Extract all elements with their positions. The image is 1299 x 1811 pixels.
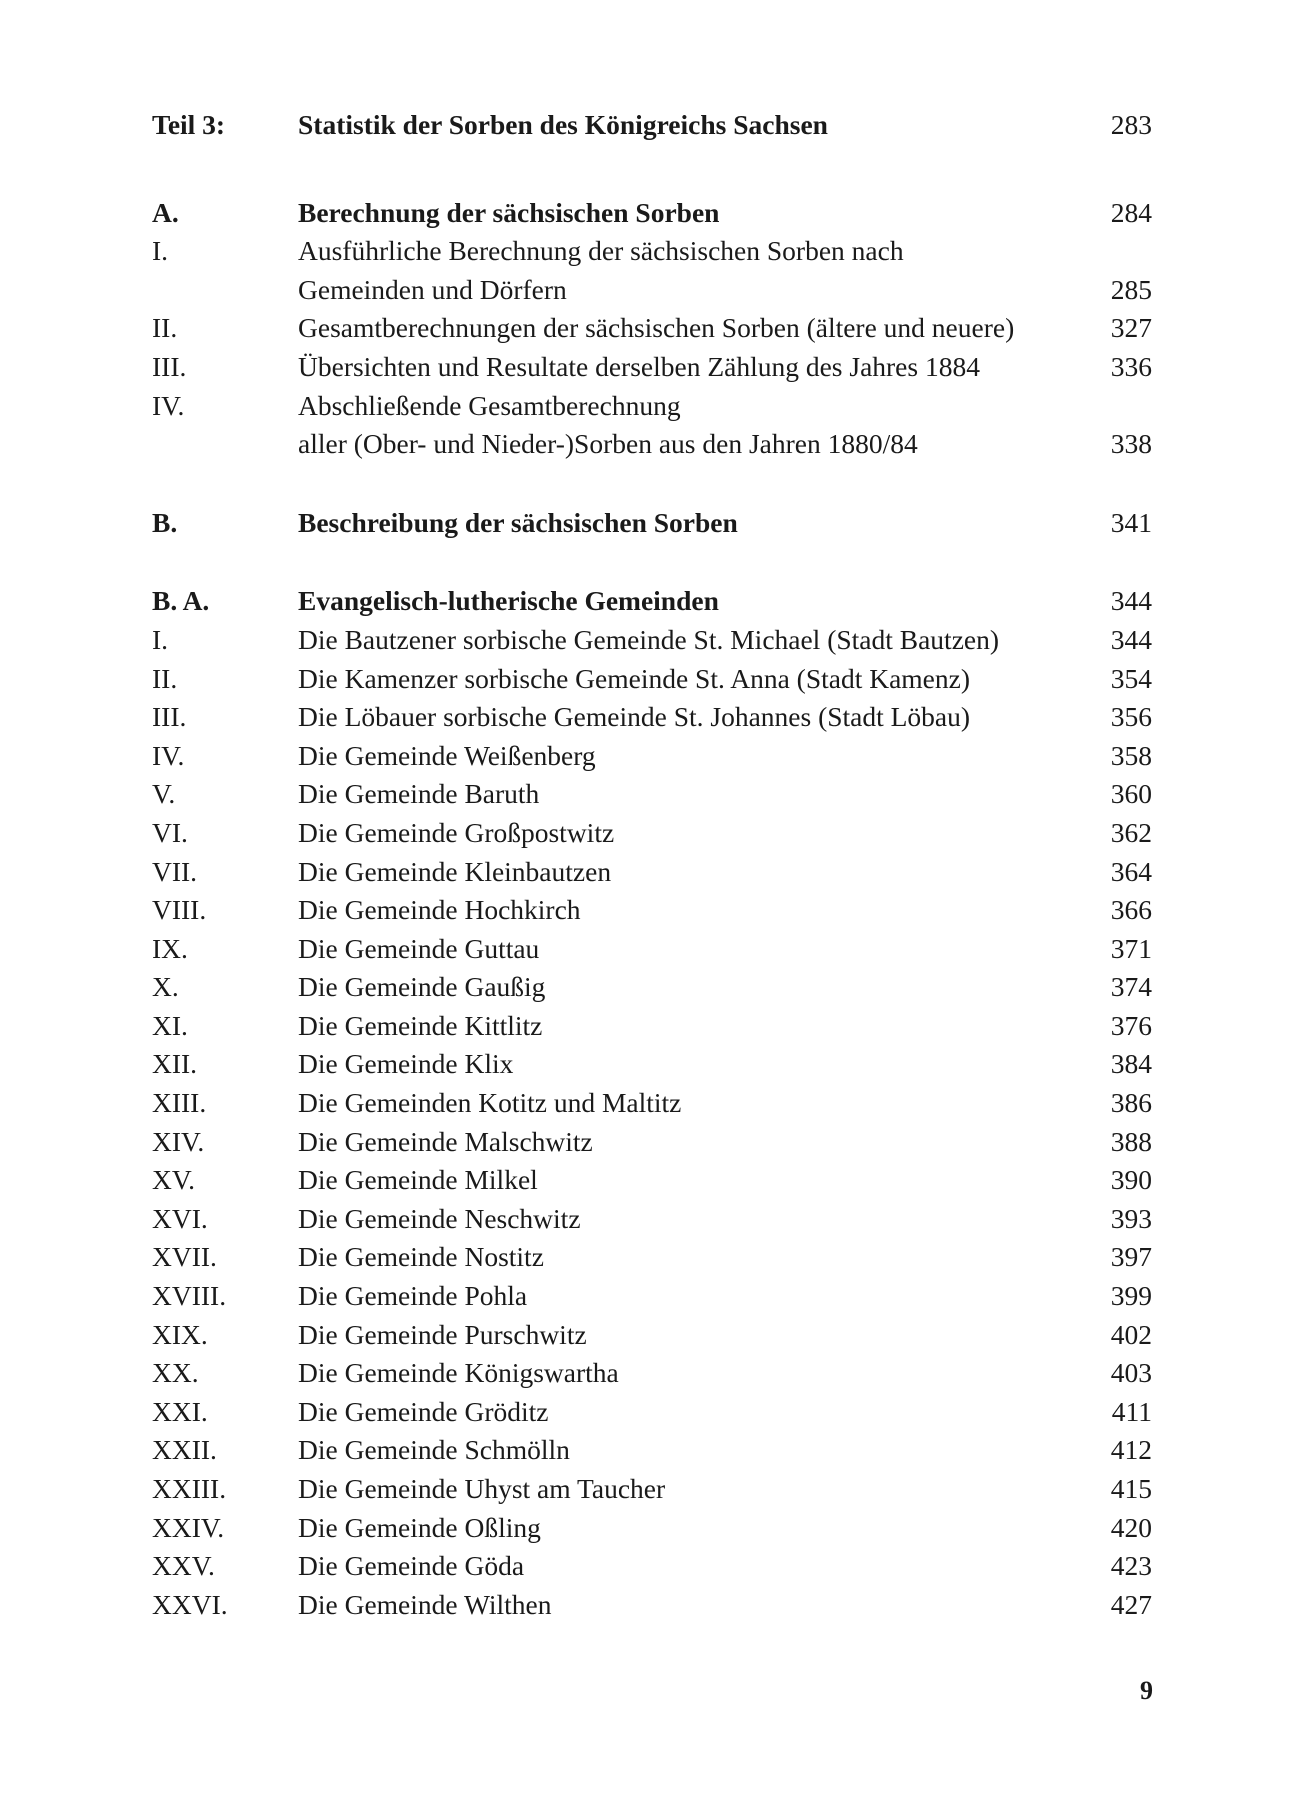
toc-entry-title: Die Gemeinde Gaußig: [298, 971, 546, 1003]
toc-entry-ba-9: [152, 930, 1152, 969]
toc-entry-number: III.: [152, 701, 187, 733]
toc-entry-section-ba: [152, 582, 1152, 621]
toc-entry-number: V.: [152, 778, 176, 810]
toc-entry-title: Die Gemeinde Neschwitz: [298, 1202, 581, 1234]
toc-entry-title: Die Gemeinde Milkel: [298, 1164, 538, 1196]
spacer: [152, 145, 1152, 194]
toc-entry-ba-7: [152, 853, 1152, 892]
toc-entry-number: XX.: [152, 1357, 199, 1389]
toc-entry-ba-12: [152, 1045, 1152, 1084]
toc-entry-title: Die Gemeinde Weißenberg: [298, 739, 596, 771]
toc-entry-ba-14: [152, 1123, 1152, 1162]
toc-entry-a-4: [152, 387, 1152, 426]
toc-entry-ba-17: [152, 1238, 1152, 1277]
page-folio: 9: [1140, 1676, 1153, 1705]
toc-entry-ba-6: [152, 814, 1152, 853]
toc-entry-ba-11: [152, 1007, 1152, 1046]
toc-entry-number: XI.: [152, 1009, 188, 1041]
toc-entry-ba-5: [152, 775, 1152, 814]
toc-entry-title: Die Kamenzer sorbische Gemeinde St. Anna (Stadt Kamenz): [298, 662, 971, 694]
toc-entry-number: I.: [152, 235, 169, 267]
toc-entry-ba-1: [152, 621, 1152, 660]
toc-entry-page: 423: [1110, 1550, 1152, 1582]
toc-entry-title: Die Gemeinde Kittlitz: [298, 1009, 543, 1041]
toc-entry-title: Abschließende Gesamtberechnung: [298, 389, 681, 421]
toc-entry-title-continued: aller (Ober- und Nieder-)Sorben aus den Jahren 1880/84: [298, 428, 918, 460]
toc-entry-a-4-continuation: [152, 425, 1152, 464]
toc-entry-a-2: [152, 309, 1152, 348]
toc-entry-page: 402: [1110, 1318, 1152, 1350]
toc-entry-number: XXIV.: [152, 1511, 225, 1543]
toc-entry-ba-23: [152, 1470, 1152, 1509]
toc-entry-number: XXII.: [152, 1434, 217, 1466]
toc-entry-title: Die Gemeinde Gröditz: [298, 1395, 549, 1427]
toc-entry-page: 356: [1110, 701, 1152, 733]
toc-entry-ba-2: [152, 660, 1152, 699]
toc-entry-title: Die Gemeinde Großpostwitz: [298, 816, 615, 848]
toc-entry-page: 354: [1110, 662, 1152, 694]
toc-entry-page: 364: [1110, 855, 1152, 887]
toc-entry-page: 388: [1110, 1125, 1152, 1157]
toc-entry-title: Die Gemeinde Guttau: [298, 932, 540, 964]
toc-entry-number: I.: [152, 623, 169, 655]
toc-entry-page: 399: [1110, 1280, 1152, 1312]
toc-entry-number: II.: [152, 662, 178, 694]
toc-entry-page: 341: [1110, 506, 1152, 538]
toc-entry-page: 338: [1110, 428, 1152, 460]
toc-entry-page: 411: [1111, 1395, 1152, 1427]
toc-entry-page: 344: [1110, 585, 1152, 617]
toc-entry-number: XXVI.: [152, 1588, 228, 1620]
toc-entry-title: Die Gemeinde Baruth: [298, 778, 540, 810]
toc-entry-ba-3: [152, 698, 1152, 737]
toc-entry-ba-25: [152, 1547, 1152, 1586]
toc-entry-number: IV.: [152, 389, 185, 421]
toc-entry-number: XXV.: [152, 1550, 215, 1582]
toc-entry-title: Die Gemeinde Klix: [298, 1048, 514, 1080]
toc-entry-page: 427: [1110, 1588, 1152, 1620]
toc-entry-title: Evangelisch-lutherische Gemeinden: [298, 585, 719, 617]
toc-entry-ba-10: [152, 968, 1152, 1007]
toc-entry-ba-8: [152, 891, 1152, 930]
toc-entry-page: 376: [1110, 1009, 1152, 1041]
toc-entry-page: 344: [1110, 623, 1152, 655]
toc-entry-ba-21: [152, 1393, 1152, 1432]
toc-entry-page: 420: [1110, 1511, 1152, 1543]
toc-entry-title: Ausführliche Berechnung der sächsischen Sorben nach: [298, 235, 904, 267]
toc-entry-number: XIV.: [152, 1125, 205, 1157]
toc-entry-number: XV.: [152, 1164, 196, 1196]
toc-entry-title: Die Gemeinde Uhyst am Taucher: [298, 1473, 666, 1504]
toc-entry-ba-13: [152, 1084, 1152, 1123]
toc-entry-number: VI.: [152, 816, 188, 848]
toc-entry-title: Die Löbauer sorbische Gemeinde St. Johannes (Stadt Löbau): [298, 701, 971, 733]
toc-entry-title: Die Gemeinde Malschwitz: [298, 1125, 593, 1157]
table-of-contents: [152, 106, 1152, 1624]
toc-entry-page: 283: [1110, 109, 1152, 140]
toc-entry-number: XVIII.: [152, 1280, 227, 1312]
toc-entry-page: 397: [1110, 1241, 1152, 1273]
toc-entry-number: XIII.: [152, 1087, 207, 1119]
toc-entry-page: 386: [1110, 1087, 1152, 1119]
spacer: [152, 464, 1152, 504]
toc-entry-number: B.: [152, 506, 178, 538]
toc-entry-section-a: [152, 194, 1152, 233]
toc-entry-number: IX.: [152, 932, 188, 964]
toc-entry-a-1: [152, 232, 1152, 271]
toc-entry-page: 384: [1110, 1048, 1152, 1080]
toc-entry-ba-4: [152, 737, 1152, 776]
toc-entry-section-b: [152, 504, 1152, 543]
toc-entry-title-continued: Gemeinden und Dörfern: [298, 273, 567, 305]
toc-subentry-list: [152, 621, 1152, 1624]
toc-entry-ba-18: [152, 1277, 1152, 1316]
toc-entry-page: 327: [1110, 312, 1152, 344]
toc-entry-page: 336: [1110, 350, 1152, 382]
toc-entry-title: Die Gemeinde Pohla: [298, 1280, 528, 1312]
toc-entry-ba-19: [152, 1316, 1152, 1355]
toc-entry-page: 285: [1110, 273, 1152, 305]
toc-entry-number: X.: [152, 971, 179, 1003]
toc-entry-page: 284: [1110, 196, 1152, 228]
toc-entry-title: Statistik der Sorben des Königreichs Sachsen: [298, 109, 828, 140]
toc-entry-ba-24: [152, 1509, 1152, 1548]
toc-entry-page: 358: [1110, 739, 1152, 771]
toc-entry-title: Die Gemeinde Hochkirch: [298, 894, 581, 926]
toc-entry-page: 393: [1110, 1202, 1152, 1234]
toc-entry-title: Beschreibung der sächsischen Sorben: [298, 506, 738, 538]
toc-entry-number: VIII.: [152, 894, 207, 926]
toc-entry-title: Die Bautzener sorbische Gemeinde St. Michael (Stadt Bautzen): [298, 623, 1000, 655]
toc-entry-a-1-continuation: [152, 271, 1152, 310]
toc-entry-title: Die Gemeinde Königswartha: [298, 1357, 619, 1389]
toc-entry-part-3: [152, 106, 1152, 145]
toc-entry-ba-16: [152, 1200, 1152, 1239]
toc-entry-page: 366: [1110, 894, 1152, 926]
toc-entry-number: XVI.: [152, 1202, 208, 1234]
toc-entry-page: 412: [1110, 1434, 1152, 1466]
toc-entry-number: XXI.: [152, 1395, 208, 1427]
toc-entry-title: Berechnung der sächsischen Sorben: [298, 196, 720, 228]
toc-entry-page: 360: [1110, 778, 1152, 810]
toc-entry-number: VII.: [152, 855, 198, 887]
toc-entry-title: Die Gemeinde Purschwitz: [298, 1318, 587, 1350]
toc-entry-number: XVII.: [152, 1241, 217, 1273]
toc-entry-number: IV.: [152, 739, 185, 771]
toc-entry-title: Die Gemeinde Wilthen: [298, 1588, 552, 1620]
toc-entry-page: 371: [1110, 932, 1152, 964]
spacer: [152, 542, 1152, 582]
toc-entry-title: Die Gemeinde Nostitz: [298, 1241, 544, 1273]
toc-entry-page: 403: [1110, 1357, 1152, 1389]
toc-entry-ba-15: [152, 1161, 1152, 1200]
toc-entry-title: Übersichten und Resultate derselben Zählung des Jahres 1884: [298, 350, 980, 382]
toc-entry-number: Teil 3:: [152, 109, 226, 140]
toc-entry-title: Die Gemeinde Göda: [298, 1550, 525, 1582]
toc-entry-title: Die Gemeinde Schmölln: [298, 1434, 570, 1466]
toc-entry-number: A.: [152, 196, 179, 228]
toc-entry-title: Gesamtberechnungen der sächsischen Sorben (ältere und neuere): [298, 312, 1015, 344]
toc-entry-number: XII.: [152, 1048, 198, 1080]
toc-entry-number: XXIII.: [152, 1473, 227, 1504]
toc-entry-page: 415: [1110, 1473, 1152, 1504]
toc-entry-title: Die Gemeinden Kotitz und Maltitz: [298, 1087, 682, 1119]
toc-entry-page: 374: [1110, 971, 1152, 1003]
toc-entry-page: 362: [1110, 816, 1152, 848]
toc-entry-number: XIX.: [152, 1318, 208, 1350]
toc-entry-page: 390: [1110, 1164, 1152, 1196]
toc-entry-number: III.: [152, 350, 187, 382]
toc-entry-number: II.: [152, 312, 178, 344]
toc-entry-ba-22: [152, 1431, 1152, 1470]
toc-entry-number: B. A.: [152, 585, 210, 617]
toc-entry-title: Die Gemeinde Kleinbautzen: [298, 855, 612, 887]
toc-entry-ba-20: [152, 1354, 1152, 1393]
toc-entry-ba-26: [152, 1586, 1152, 1625]
toc-entry-title: Die Gemeinde Oßling: [298, 1511, 541, 1543]
toc-entry-a-3: [152, 348, 1152, 387]
